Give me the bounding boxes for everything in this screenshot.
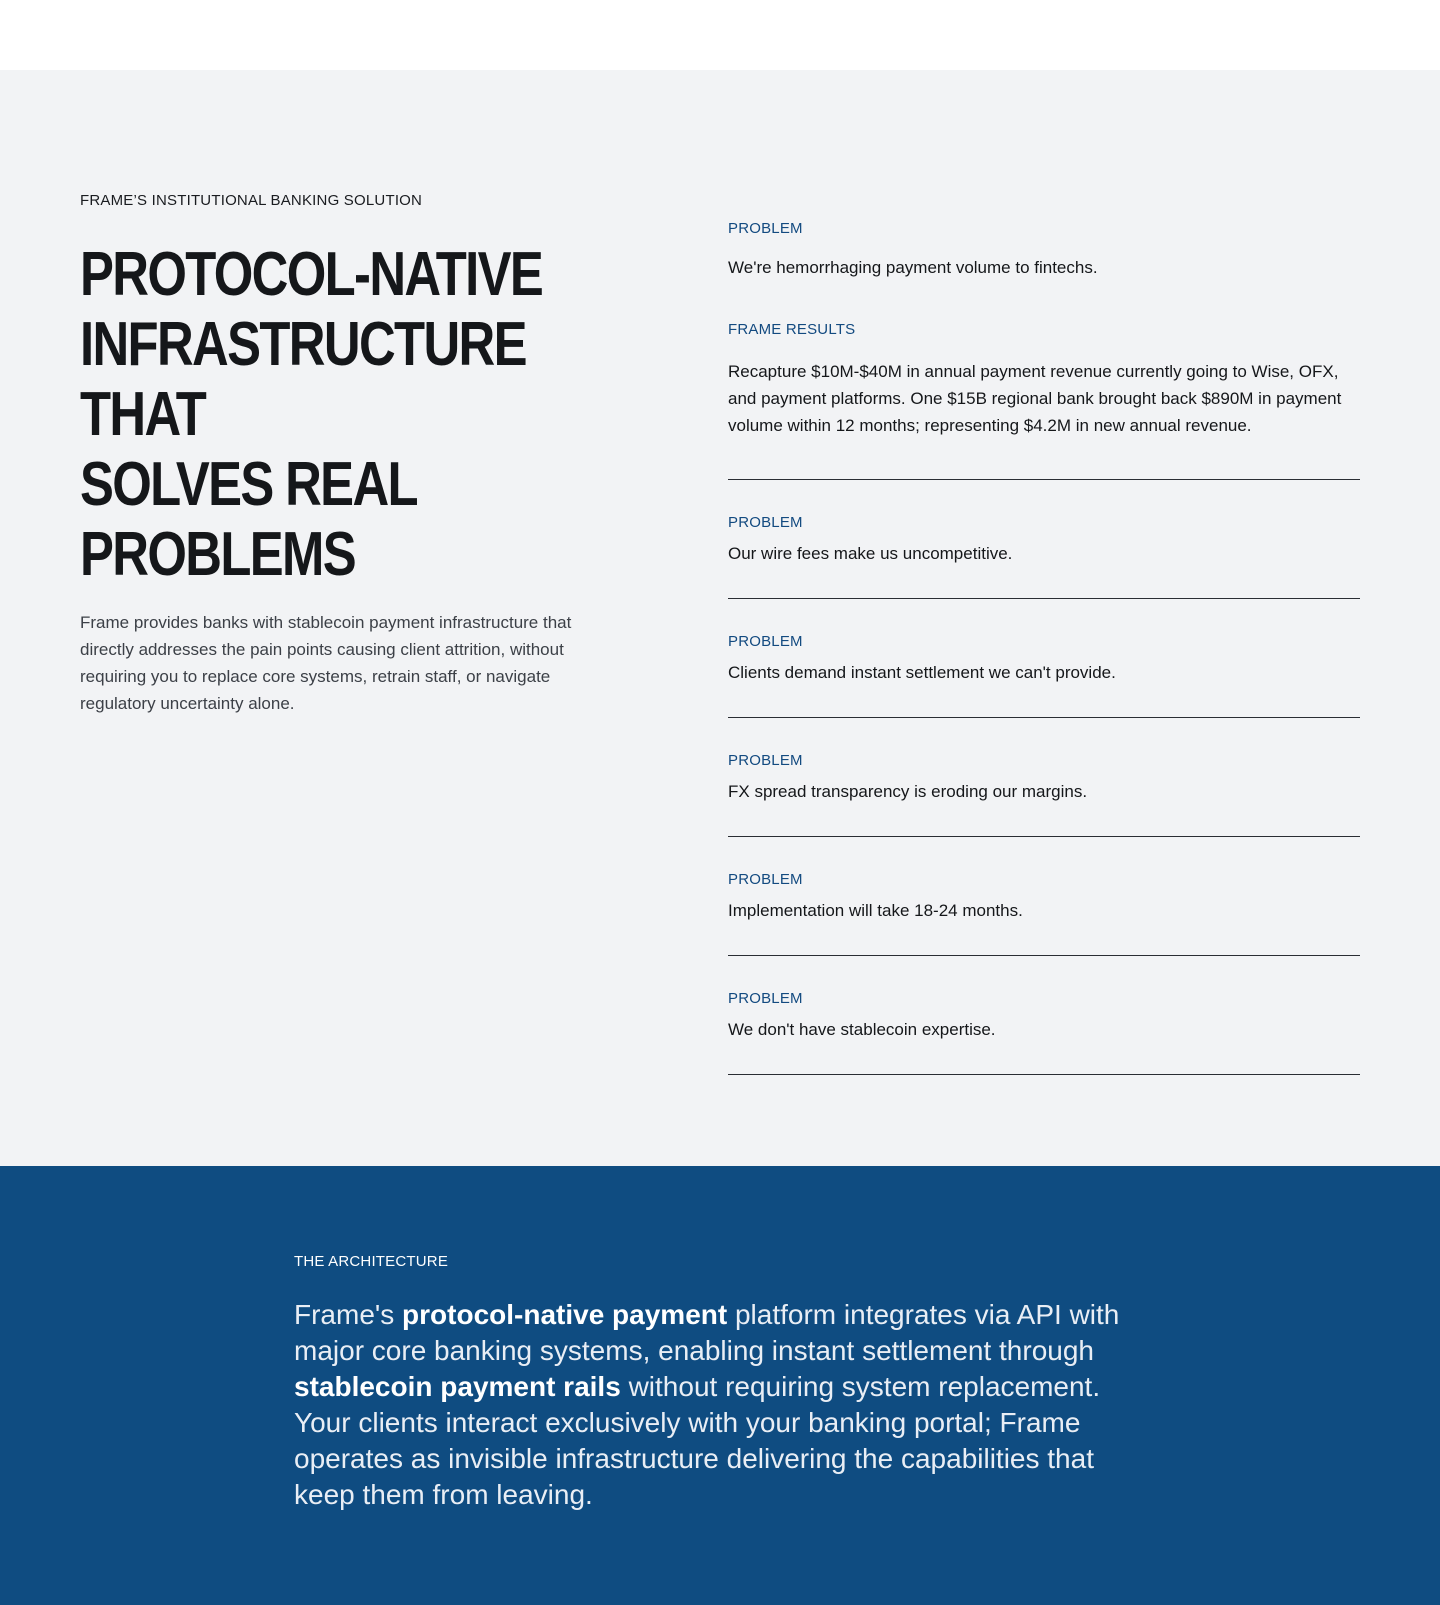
problem-text: FX spread transparency is eroding our margins. [728,782,1088,801]
problem-label: PROBLEM [728,514,803,531]
problem-text: Clients demand instant settlement we can't provide. [728,663,1116,682]
intro-paragraph: Frame provides banks with stablecoin payment infrastructure that directly addresses the pain points causing client attrition, without requiring you to replace core systems, retrain staff, or navigate regulatory uncertainty alone. [80,613,572,713]
architecture-text-3: without requiring system replacement. Your clients interact exclusively with your banking portal; Frame operates as invisible infrastructure delivering the capabilities that keep them from leaving. [294,1371,1101,1510]
headline-line-1: PROTOCOL-NATIVE [80,240,543,309]
problem-item[interactable] [728,837,1360,956]
page-title [80,240,580,590]
headline-line-2: INFRASTRUCTURE THAT [80,310,526,449]
problem-label: PROBLEM [728,633,803,650]
architecture-emphasis-2: stablecoin payment rails [294,1371,621,1402]
architecture-emphasis-1: protocol-native payment [402,1299,728,1330]
problem-text: We're hemorrhaging payment volume to fintechs. [728,258,1098,277]
architecture-eyebrow: THE ARCHITECTURE [294,1253,449,1270]
problem-item-featured [728,220,1360,480]
results-label: FRAME RESULTS [728,321,856,338]
top-bar [0,0,1440,70]
problem-text: Implementation will take 18-24 months. [728,901,1023,920]
problem-label: PROBLEM [728,752,803,769]
problem-item[interactable] [728,956,1360,1075]
architecture-content [294,1253,1154,1513]
solution-intro [80,192,580,713]
architecture-section [0,1166,1440,1605]
problem-text: We don't have stablecoin expertise. [728,1020,996,1039]
problem-item[interactable] [728,480,1360,599]
problem-item[interactable] [728,718,1360,837]
problem-label: PROBLEM [728,220,803,237]
architecture-text-2: platform integrates via API with major core banking systems, enabling instant settlement through [294,1299,1120,1366]
problem-label: PROBLEM [728,990,803,1007]
solution-section [0,70,1440,1166]
architecture-text-1: Frame's [294,1299,403,1330]
headline-line-4: PROBLEMS [80,520,355,589]
problem-text: Our wire fees make us uncompetitive. [728,544,1013,563]
section-eyebrow: FRAME’S INSTITUTIONAL BANKING SOLUTION [80,192,423,209]
headline-line-3: SOLVES REAL [80,450,417,519]
problem-list [728,220,1360,1075]
problem-label: PROBLEM [728,871,803,888]
problem-item[interactable] [728,599,1360,718]
results-text: Recapture $10M-$40M in annual payment revenue currently going to Wise, OFX, and payment platforms. One $15B regional bank brought back $890M in payment volume within 12 months; representing $4.2M in new annual revenue. [728,362,1342,435]
architecture-description [294,1297,1154,1513]
